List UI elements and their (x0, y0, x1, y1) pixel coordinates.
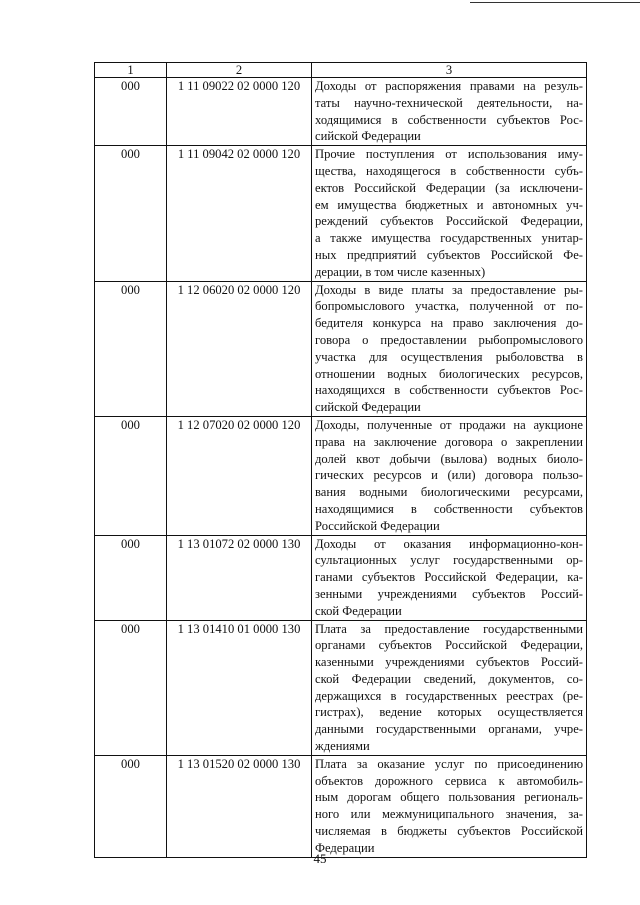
description-line: зенными учреждениями субъектов Россий- (315, 586, 583, 601)
description-line: объектов дорожного сервиса к автомобиль- (315, 773, 583, 788)
description-line: Российской Федерации (315, 518, 440, 533)
description-line: Федерации (315, 840, 375, 855)
description-line: сийской Федерации (315, 400, 421, 415)
description-line: участка для осуществления рыболовства в (315, 349, 583, 364)
revenue-description-cell (312, 755, 587, 857)
description-line: гистрах), ведение которых осуществляется (315, 705, 583, 720)
description-line: долей квот добычи (вылова) водных биоло- (315, 451, 583, 466)
table-header-row (95, 63, 587, 78)
revenue-description-cell (312, 281, 587, 416)
description-line: сультационных услуг государственными ор- (315, 553, 583, 568)
description-line: Плата за предоставление государственными (315, 621, 583, 636)
table-row (95, 620, 587, 755)
description-line: ных предприятий субъектов Российской Фе- (315, 247, 583, 262)
budget-classification-code-cell: 1 12 06020 02 0000 120 (167, 281, 312, 416)
description-line: ждениями (315, 739, 370, 754)
table-row (95, 416, 587, 535)
description-line: Доходы от оказания информационно-кон- (315, 536, 583, 551)
admin-code-cell: 000 (95, 755, 167, 857)
top-rule (470, 2, 640, 3)
description-line: ганами субъектов Российской Федерации, ка- (315, 570, 583, 585)
budget-classification-code-cell: 1 13 01072 02 0000 130 (167, 535, 312, 620)
admin-code-cell: 000 (95, 281, 167, 416)
description-line: реждений субъектов Российской Федерации, (315, 214, 583, 229)
budget-classification-code-cell: 1 13 01520 02 0000 130 (167, 755, 312, 857)
description-line: Плата за оказание услуг по присоединению (315, 756, 583, 771)
description-line: казенными учреждениями субъектов Россий- (315, 655, 583, 670)
description-line: вания водными биологическими ресурсами, (315, 485, 583, 500)
table-row (95, 535, 587, 620)
admin-code-cell: 000 (95, 78, 167, 146)
admin-code-cell: 000 (95, 146, 167, 281)
description-line: находящихся в собственности субъектов Рос- (315, 383, 583, 398)
description-line: ным дорогам общего пользования региональ- (315, 790, 583, 805)
description-line: ской Федерации (315, 603, 402, 618)
description-line: Доходы, полученные от продажи на аукционе (315, 417, 583, 432)
table-body (95, 78, 587, 858)
description-line: Доходы от распоряжения правами на резуль- (315, 79, 583, 93)
description-line: числяемая в бюджеты субъектов Российской (315, 824, 583, 839)
description-line: Доходы в виде платы за предоставление ры- (315, 282, 583, 297)
admin-code-cell: 000 (95, 535, 167, 620)
description-line: ного или межмуниципального значения, за- (315, 807, 583, 822)
revenue-description-cell (312, 620, 587, 755)
description-line: бедителя конкурса на право заключения до- (315, 316, 583, 331)
description-line: говора о предоставлении рыбопромыслового (315, 332, 583, 347)
description-line: ской Федерации сведений, документов, со- (315, 671, 583, 686)
description-line: бопромыслового участка, полученной от по- (315, 299, 583, 314)
budget-classification-code-cell: 1 11 09042 02 0000 120 (167, 146, 312, 281)
table-row (95, 146, 587, 281)
budget-code-table (94, 62, 587, 858)
description-line: органами субъектов Российской Федерации, (315, 638, 583, 653)
table-row (95, 78, 587, 146)
page-number: 45 (313, 851, 327, 866)
description-line: держащихся в государственных реестрах (ре- (315, 688, 583, 703)
column-header: 2 (167, 63, 312, 78)
revenue-description-cell (312, 78, 587, 146)
revenue-description-cell (312, 146, 587, 281)
description-line: Прочие поступления от использования иму- (315, 147, 583, 162)
revenue-description-cell (312, 416, 587, 535)
description-line: дерации, в том числе казенных) (315, 264, 486, 279)
description-line: ем имущества бюджетных и автономных уч- (315, 197, 583, 212)
column-header: 3 (312, 63, 587, 78)
description-line: находящимися в собственности субъектов (315, 501, 583, 516)
budget-classification-code-cell: 1 13 01410 01 0000 130 (167, 620, 312, 755)
admin-code-cell: 000 (95, 416, 167, 535)
table-row (95, 281, 587, 416)
description-line: права на заключение договора о закреплении (315, 434, 583, 449)
table-row (95, 755, 587, 857)
column-header: 1 (95, 63, 167, 78)
description-line: сийской Федерации (315, 129, 421, 144)
admin-code-cell: 000 (95, 620, 167, 755)
budget-classification-code-cell: 1 12 07020 02 0000 120 (167, 416, 312, 535)
description-line: таты научно-технической деятельности, на- (315, 95, 583, 110)
description-line: ектов Российской Федерации (за исключени- (315, 180, 583, 195)
description-line: гических ресурсов и (или) договора пользо- (315, 468, 583, 483)
description-line: ходящимися в собственности субъектов Рос- (315, 112, 583, 127)
description-line: а также имущества государственных унитар- (315, 231, 583, 246)
description-line: щества, находящегося в собственности субъ- (315, 163, 583, 178)
revenue-description-cell (312, 535, 587, 620)
description-line: данными государственными органами, учре- (315, 722, 583, 737)
description-line: отношении водных биологических ресурсов, (315, 366, 583, 381)
budget-classification-code-cell: 1 11 09022 02 0000 120 (167, 78, 312, 146)
